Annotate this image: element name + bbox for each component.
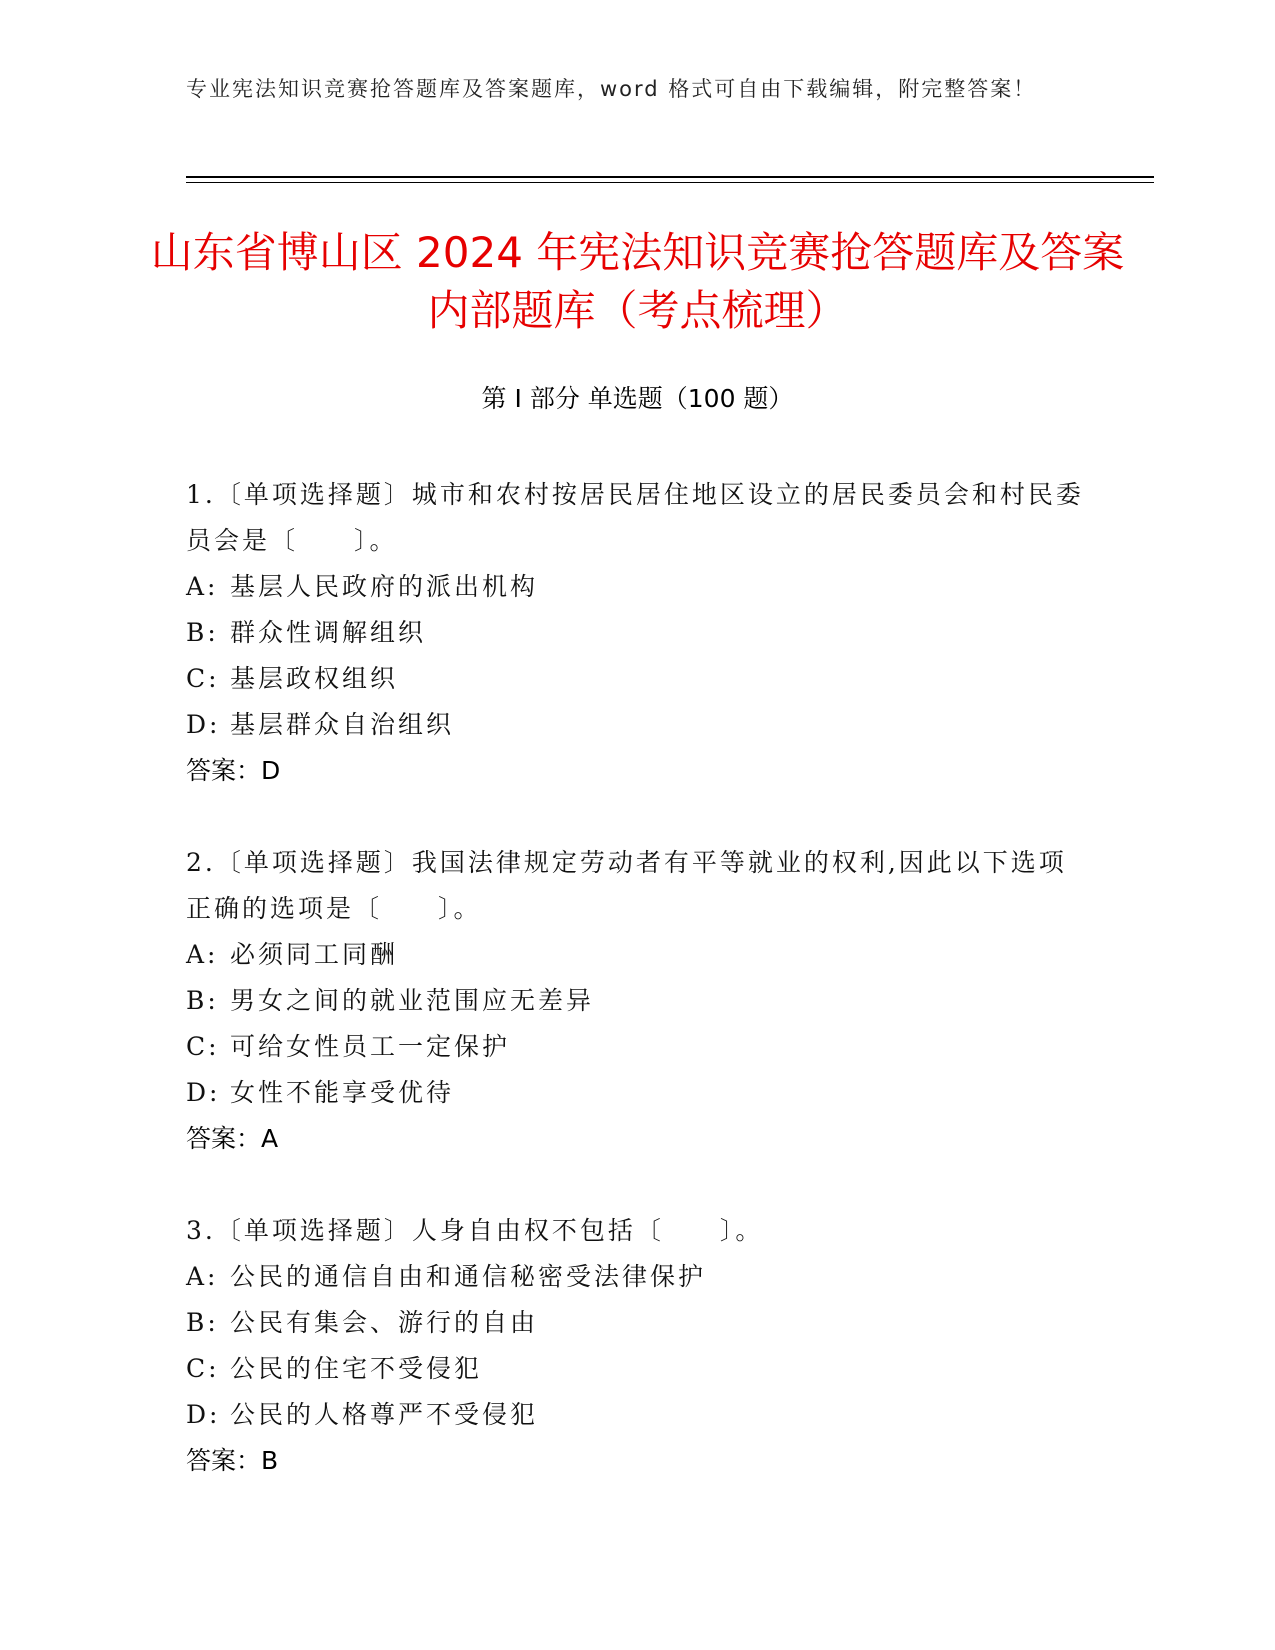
option-letter: D: [186,1078,221,1107]
option-b [186,978,1086,1024]
option-letter: D: [186,1400,221,1429]
option-letter: A: [186,1262,219,1291]
question-stem: 1.〔单项选择题〕城市和农村按居民居住地区设立的居民委员会和村民委员会是〔 〕。 [186,480,1084,555]
option-a [186,1254,1086,1300]
question-item [186,472,1086,794]
option-text: 公民的住宅不受侵犯 [230,1354,483,1383]
option-letter: C: [186,1032,220,1061]
question-stem: 2.〔单项选择题〕我国法律规定劳动者有平等就业的权利,因此以下选项正确的选项是〔 〕。 [186,848,1067,923]
question-list [186,472,1086,1530]
option-d [186,1070,1086,1116]
question-stem: 3.〔单项选择题〕人身自由权不包括〔 〕。 [186,1216,764,1245]
option-letter: D: [186,710,221,739]
option-d [186,1392,1086,1438]
option-text: 公民的通信自由和通信秘密受法律保护 [230,1262,707,1291]
option-letter: B: [186,1308,219,1337]
option-text: 群众性调解组织 [230,618,427,647]
option-letter: A: [186,940,219,969]
option-text: 基层群众自治组织 [230,710,455,739]
option-a [186,564,1086,610]
header-rule-thin [186,182,1154,183]
option-text: 公民的人格尊严不受侵犯 [230,1400,539,1429]
option-letter: C: [186,664,220,693]
answer-line: 答案：A [186,1124,279,1153]
header-rule-thick [186,176,1154,178]
option-d [186,702,1086,748]
question-item [186,840,1086,1162]
option-text: 可给女性员工一定保护 [230,1032,511,1061]
option-letter: B: [186,986,219,1015]
option-text: 男女之间的就业范围应无差异 [230,986,595,1015]
option-letter: A: [186,572,219,601]
answer-line: 答案：B [186,1446,279,1475]
header-note: 专业宪法知识竞赛抢答题库及答案题库，word 格式可自由下载编辑，附完整答案！ [186,77,1037,101]
option-letter: B: [186,618,219,647]
option-text: 基层人民政府的派出机构 [230,572,539,601]
option-a [186,932,1086,978]
answer-line: 答案：D [186,756,281,785]
option-text: 基层政权组织 [230,664,399,693]
option-text: 公民有集会、游行的自由 [230,1308,539,1337]
question-item [186,1208,1086,1484]
option-letter: C: [186,1354,220,1383]
option-c [186,1346,1086,1392]
option-c [186,656,1086,702]
option-text: 必须同工同酬 [230,940,399,969]
option-c [186,1024,1086,1070]
option-b [186,1300,1086,1346]
option-b [186,610,1086,656]
section-heading: 第 I 部分 单选题（100 题） [481,384,794,413]
option-text: 女性不能享受优待 [230,1078,455,1107]
document-title: 山东省博山区 2024 年宪法知识竞赛抢答题库及答案内部题库（考点梳理） [150,228,1125,335]
